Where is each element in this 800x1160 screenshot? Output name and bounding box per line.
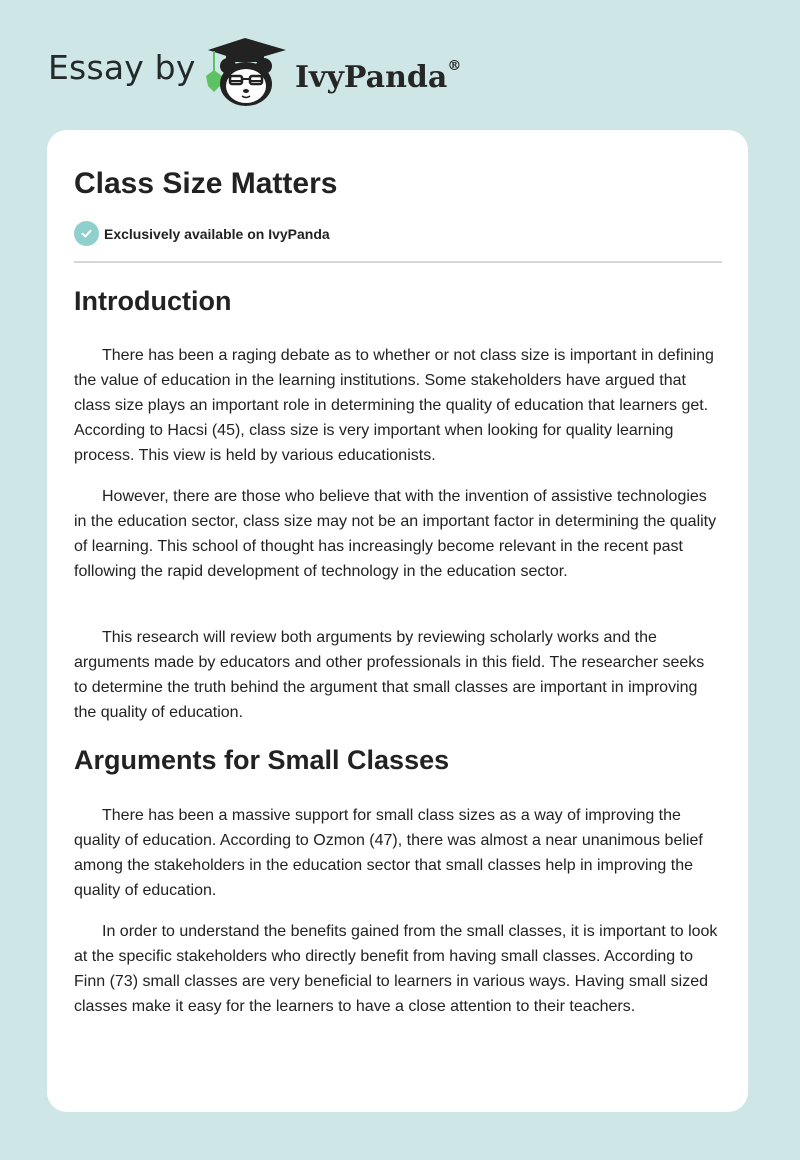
paragraph: There has been a massive support for small class sizes as a way of improving the quality of education. According to Ozmon (47), there was almost a near unanimous belief among the stakeholders in the education sector that small classes help in improving the quality of education. (74, 807, 703, 899)
site-header (0, 0, 800, 130)
paragraph: However, there are those who believe that with the invention of assistive technologies in the education sector, class size may not be an important factor in determining the quality of learning. This school of thought has increasingly become relevant in the recent past following the rapid development of technology in the education sector. (74, 488, 717, 580)
check-circle-icon (74, 221, 99, 246)
registered-mark: ® (447, 58, 462, 74)
title-divider (74, 261, 722, 263)
exclusive-text: Exclusively available on IvyPanda (104, 225, 330, 242)
section-heading-arguments: Arguments for Small Classes (74, 745, 450, 775)
section-heading-introduction: Introduction (74, 286, 232, 316)
page-title: Class Size Matters (74, 167, 338, 200)
essay-by-label: Essay by (48, 48, 196, 87)
brand-text: IvyPanda (295, 60, 448, 95)
paragraph: There has been a raging debate as to whether or not class size is important in defining the value of education in the learning institutions. Some stakeholders have argued that class size plays an important role in determining the quality of education that learners get. According to Hacsi (45), class size is very important when looking for quality learning process. This view is held by various educationists. (74, 347, 714, 464)
paragraph: In order to understand the benefits gained from the small classes, it is important to look at the specific stakeholders who directly benefit from having small classes. According to Finn (73) small classes are very beneficial to learners in various ways. Having small sized classes make it easy for the learners to have a close attention to their teachers. (74, 923, 718, 1015)
brand-name[interactable] (295, 52, 461, 98)
essay-card (47, 130, 748, 1112)
exclusive-badge (74, 221, 330, 246)
paragraph: This research will review both arguments by reviewing scholarly works and the arguments made by educators and other professionals in this field. The researcher seeks to determine the truth behind the argument that small classes are important in improving the quality of education. (74, 629, 705, 721)
panda-graduate-icon[interactable] (200, 36, 290, 108)
